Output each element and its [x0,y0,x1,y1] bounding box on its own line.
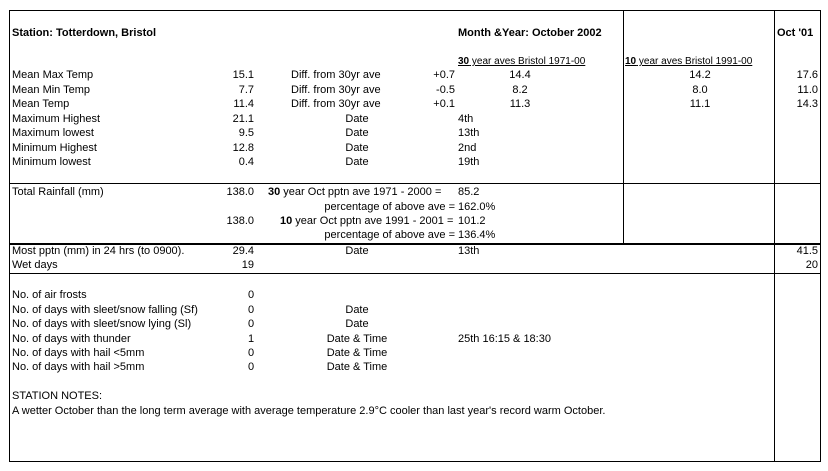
temp-diff: +0.7 [433,69,455,81]
station-notes-title: STATION NOTES: [12,390,103,402]
temp-value: 11.4 [233,98,254,110]
extreme-date-label: Date [345,142,369,154]
days-label: No. of air frosts [12,289,87,301]
temp-label: Mean Min Temp [12,84,91,96]
rainfall-pct10: 136.4% [458,229,496,241]
temp-ave30: 8.2 [512,84,528,96]
temp-label: Mean Temp [12,98,70,110]
days-value: 1 [248,333,255,345]
temp-diff-label: Diff. from 30yr ave [291,69,381,81]
temp-diff: +0.1 [433,98,455,110]
temp-label: Mean Max Temp [12,69,94,81]
extreme-date: 19th [458,156,480,168]
rainfall-pct-label: percentage of above ave = [324,201,455,213]
temp-ave30: 11.3 [509,98,531,110]
days-date-label: Date [345,304,369,316]
rainfall-value: 138.0 [226,186,254,198]
border-top [9,10,821,11]
days-label: No. of days with hail <5mm [12,347,145,359]
divider-10yr [623,10,624,243]
border-bottom [9,461,821,462]
extreme-label: Maximum Highest [12,113,101,125]
temp-prev: 14.3 [796,98,818,110]
most-pptn-label: Most pptn (mm) in 24 hrs (to 0900). [12,245,185,257]
prev-year-title: Oct '01 [777,27,814,39]
month-year-title: Month &Year: October 2002 [458,27,602,39]
temp-diff-label: Diff. from 30yr ave [291,84,381,96]
extreme-date: 13th [458,127,480,139]
temp-prev: 11.0 [797,84,818,96]
extreme-date-label: Date [345,127,369,139]
rainfall-label: Total Rainfall (mm) [12,186,104,198]
most-pptn-value: 29.4 [232,245,254,257]
extreme-value: 12.8 [232,142,254,154]
wet-days-value: 19 [241,259,254,271]
temp-ave30: 14.4 [509,69,531,81]
days-label: No. of days with sleet/snow lying (Sl) [12,318,192,330]
days-date-label: Date & Time [326,361,388,373]
extreme-date-label: Date [345,156,369,168]
rainfall-ave30-text: 30 year Oct pptn ave 1971 - 2000 = [268,186,442,198]
temp-prev: 17.6 [796,69,818,81]
rainfall-ave10-text: 10 year Oct pptn ave 1991 - 2001 = [280,215,454,227]
days-label: No. of days with sleet/snow falling (Sf) [12,304,198,316]
divider-days-top [9,273,821,274]
days-value: 0 [248,304,255,316]
border-right [820,10,821,462]
rainfall-ave10-value: 101.2 [458,215,486,227]
extreme-date: 4th [458,113,474,125]
temp-ave10: 14.2 [689,69,711,81]
days-label: No. of days with thunder [12,333,131,345]
extreme-date-label: Date [345,113,369,125]
days-value: 0 [248,318,255,330]
divider-prev-year [774,10,775,462]
days-value: 0 [248,289,255,301]
days-date-label: Date & Time [326,347,388,359]
rainfall-ave30-value: 85.2 [458,186,480,198]
temp-ave10: 11.1 [689,98,711,110]
extreme-label: Maximum lowest [12,127,94,139]
rainfall-pct30: 162.0% [458,201,496,213]
border-left [9,10,10,462]
station-title: Station: Totterdown, Bristol [12,27,157,39]
extreme-label: Minimum lowest [12,156,91,168]
days-value: 0 [248,361,255,373]
extreme-value: 9.5 [238,127,254,139]
temp-value: 15.1 [232,69,254,81]
days-date-label: Date [345,318,369,330]
extreme-value: 0.4 [238,156,254,168]
wet-days-prev: 20 [805,259,818,271]
extreme-label: Minimum Highest [12,142,97,154]
temp-ave10: 8.0 [692,84,708,96]
divider-rainfall-top [9,183,821,184]
rainfall-value: 138.0 [226,215,254,227]
temp-diff: -0.5 [436,84,455,96]
thunder-note: 25th 16:15 & 18:30 [458,333,551,345]
temp-diff-label: Diff. from 30yr ave [291,98,381,110]
ave30-header: 30 year aves Bristol 1971-00 [458,56,586,67]
days-value: 0 [248,347,255,359]
days-label: No. of days with hail >5mm [12,361,145,373]
most-pptn-date-label: Date [345,245,369,257]
rainfall-pct-label: percentage of above ave = [324,229,455,241]
ave10-header: 10 year aves Bristol 1991-00 [625,56,753,67]
most-pptn-prev: 41.5 [796,245,818,257]
days-date-label: Date & Time [326,333,388,345]
extreme-date: 2nd [458,142,477,154]
station-notes-text: A wetter October than the long term average with average temperature 2.9°C cooler than last year's record warm October. [12,405,606,417]
extreme-value: 21.1 [232,113,254,125]
temp-value: 7.7 [238,84,254,96]
wet-days-label: Wet days [12,259,58,271]
most-pptn-date: 13th [458,245,480,257]
